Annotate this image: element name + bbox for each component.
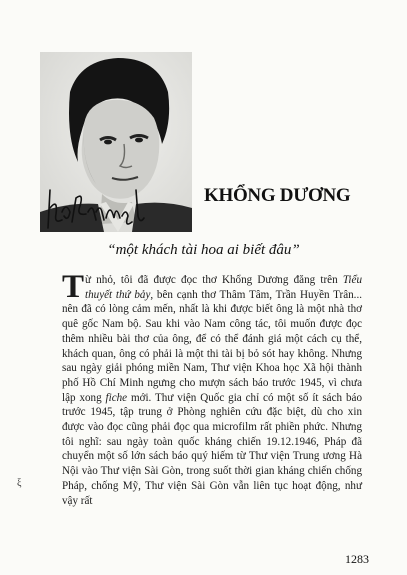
body-segment: ừ nhỏ, tôi đã được đọc thơ Khổng Dương đăng trên [85,274,343,286]
body-segment: mới. Thư viện Quốc gia chỉ có một số ít sách báo trước 1945, tập trung ở Phòng nghiên cứu đặc biệt, dù cho xin được vào đọc cũng phải đọc qua microfilm rất phiền phức. Nhưng tôi nghĩ: sau ngày toàn quốc kháng chiến 19.12.1946, Pháp đã chuyển một số lớn sách báo quý hiếm từ Thư viện Trung ương Hà Nội vào Thư viện Sài Gòn, trong suốt thời gian kháng chiến chống Pháp, chống Mỹ, Thư viện Sài Gòn vẫn liên tục hoạt động, như vậy rất [62,391,362,507]
body-text [62,269,362,508]
body-paragraph [62,269,362,508]
page-number: 1283 [345,552,369,566]
body-italic-title: Tiểu thuyết thứ bảy [85,274,362,301]
portrait-photo [40,52,192,232]
body-italic-term: fiche [105,391,128,404]
drop-cap: T [62,269,85,305]
epigraph: “một khách tài hoa ai biết đâu” [107,242,300,258]
author-portrait [40,52,192,232]
margin-mark: ξ [17,478,22,489]
author-name: KHỔNG DƯƠNG [204,185,351,206]
body-segment: , bên cạnh thơ Thâm Tâm, Trần Huyền Trân... nên đã có lòng cảm mến, nhất là khi được biết ông là một nhà thơ quê gốc Nam bộ. Sau khi vào Nam công tác, tôi muốn được đọc thêm nhiều bài thơ của ông, để có thể đánh giá một cách cụ thể, khách quan, ông có phải là một thi tài bị bỏ sót hay không. Nhưng sau ngày giải phóng miền Nam, Thư viện Khoa học Xã hội thành phố Hồ Chí Minh ngưng cho mượn sách báo trước 1945, vì chưa lập xong [62,288,362,404]
